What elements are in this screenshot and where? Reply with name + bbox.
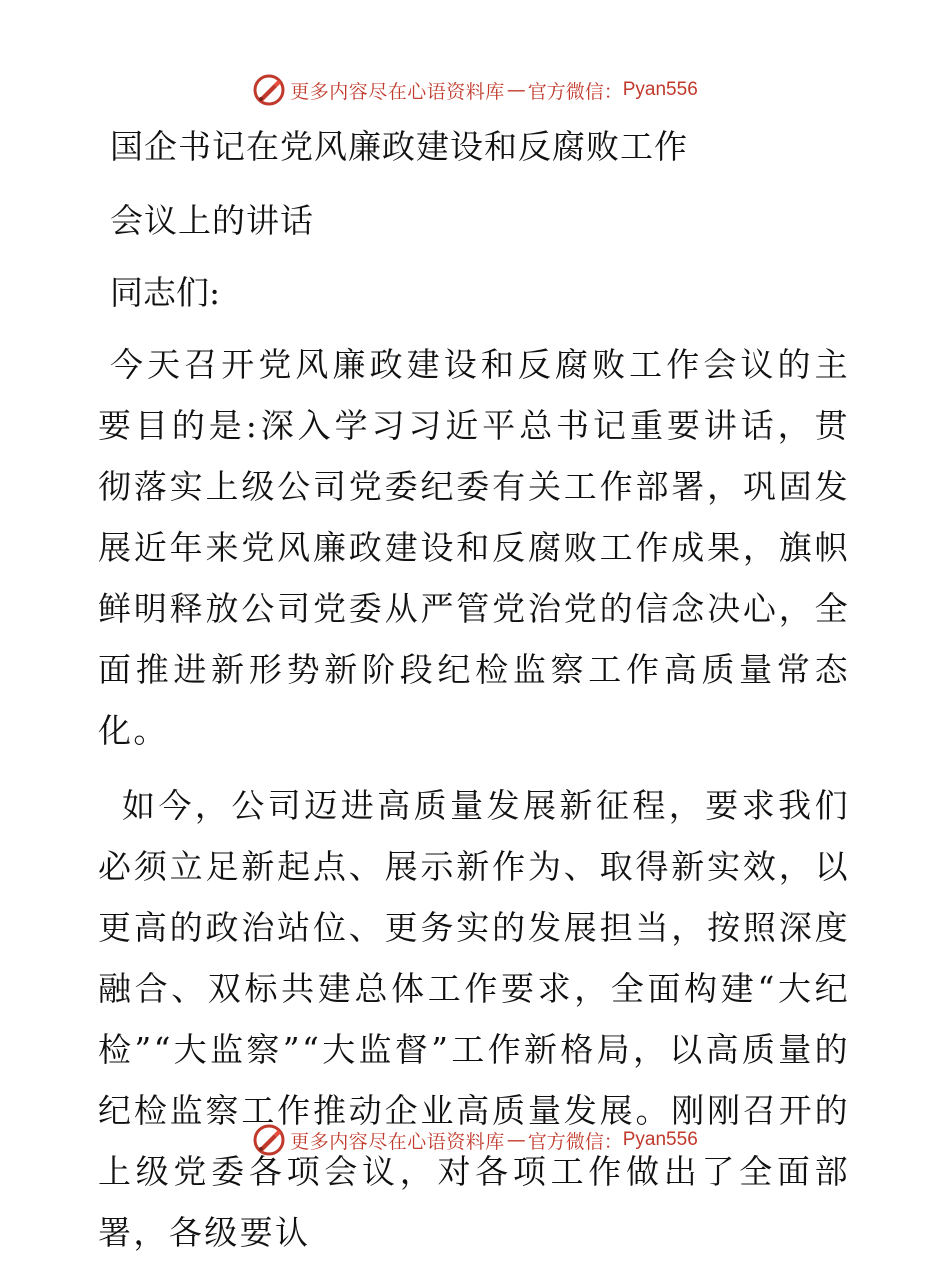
document-body	[98, 118, 858, 1263]
header-watermark	[0, 70, 950, 110]
wechat-label: 官方微信：	[527, 80, 623, 103]
wechat-id: Pyan556	[622, 79, 698, 100]
title-line-2: 会议上的讲话	[110, 201, 314, 240]
paragraph-1: 今天召开党风廉政建设和反腐败工作会议的主要目的是:深入学习习近平总书记重要讲话，贯彻落实上级公司党委纪委有关工作部署，巩固发展近年来党风廉政建设和反腐败工作成果，旗帜鲜明释放公司党委从严管党治党的信念决心，全面推进新形势新阶段纪检监察工作高质量常态化。	[98, 345, 850, 750]
watermark-text: 更多内容尽在心语资料库	[290, 1130, 505, 1153]
salutation: 同志们:	[110, 273, 221, 312]
watermark-separator: —	[506, 1129, 526, 1151]
footer-watermark	[0, 1120, 950, 1160]
paragraph-2: 如今，公司迈进高质量发展新征程，要求我们必须立足新起点、展示新作为、取得新实效，以更高的政治站位、更务实的发展担当，按照深度融合、双标共建总体工作要求，全面构建“大纪检”“大监察”“大监督”工作新格局，以高质量的纪检监察工作推动企业高质量发展。刚刚召开的上级党委各项会议，对各项工作做出了全面部署，各级要认	[98, 786, 850, 1252]
watermark-text: 更多内容尽在心语资料库	[290, 80, 505, 103]
wechat-id: Pyan556	[622, 1129, 698, 1150]
title-line-1: 国企书记在党风廉政建设和反腐败工作	[110, 127, 688, 166]
watermark-separator: —	[506, 79, 526, 101]
pen-logo-icon	[252, 1123, 286, 1157]
pen-logo-icon	[252, 73, 286, 107]
wechat-label: 官方微信：	[527, 1130, 623, 1153]
